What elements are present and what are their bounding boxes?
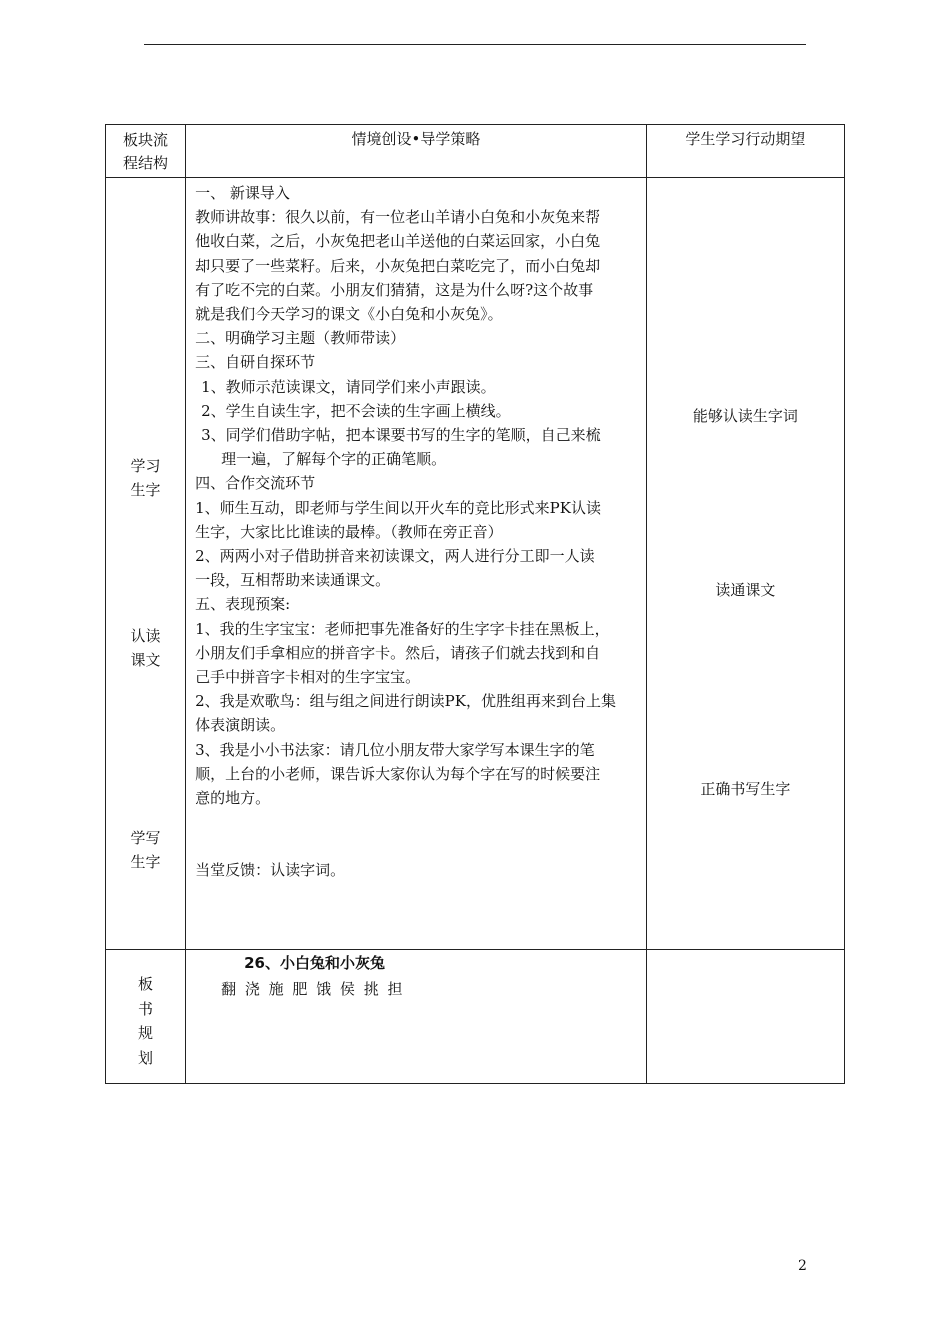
section-label-write-characters <box>106 826 185 874</box>
strategy-line: 1、教师示范读课文，请同学们来小声跟读。 <box>201 377 496 396</box>
expectations-cell <box>646 178 844 950</box>
strategy-line: 1、我的生字宝宝：老师把事先准备好的生字字卡挂在黑板上， <box>195 619 610 638</box>
section-label-learn-characters <box>106 454 185 502</box>
strategy-line: 体表演朗读。 <box>195 716 286 735</box>
board-label-char: 划 <box>138 1048 154 1067</box>
strategy-line: 三、自研自探环节 <box>195 353 316 372</box>
lesson-plan-table <box>105 124 845 1084</box>
strategy-line: 2、我是欢歌鸟：组与组之间进行朗读PK，优胜组再来到台上集 <box>195 692 616 711</box>
header-strategy: 情境创设•导学策略 <box>186 125 647 178</box>
header-rule <box>144 44 806 45</box>
strategy-line: 生字，大家比比谁读的最棒。（教师在旁正音） <box>195 522 503 541</box>
header-structure <box>106 125 186 178</box>
strategy-line: 五、表现预案: <box>195 595 291 614</box>
board-plan-row <box>106 950 845 1084</box>
strategy-line: 教师讲故事：很久以前，有一位老山羊请小白兔和小灰兔来帮 <box>195 208 601 227</box>
strategy-line: 他收白菜，之后，小灰兔把老山羊送他的白菜运回家，小白兔 <box>195 232 601 251</box>
expectation-read-text: 读通课文 <box>715 581 776 599</box>
feedback-line: 当堂反馈：认读字词。 <box>195 861 346 880</box>
spacer <box>195 810 640 858</box>
strategy-line: 小朋友们手拿相应的拼音字卡。然后，请孩子们就去找到和自 <box>195 643 601 662</box>
strategy-line: 却只要了一些菜籽。后来，小灰兔把白菜吃完了，而小白兔却 <box>195 256 601 275</box>
strategy-line: 2、两两小对子借助拼音来初读课文，两人进行分工即一人读 <box>195 547 595 566</box>
strategy-line: 2、学生自读生字，把不会读的生字画上横线。 <box>201 401 511 420</box>
strategy-line: 顺，上台的小老师，课告诉大家你认为每个字在写的时候要注 <box>195 764 601 783</box>
strategy-line: 意的地方。 <box>195 789 271 808</box>
strategy-line: 1、师生互动，即老师与学生间以开火车的竞比形式来PK认读 <box>195 498 601 517</box>
strategy-line: 四、合作交流环节 <box>195 474 316 493</box>
strategy-line: 一、 新课导入 <box>195 184 290 202</box>
section-label-line: 生字 <box>130 853 161 871</box>
header-structure-line1: 板块流 <box>123 131 169 149</box>
header-expectation: 学生学习行动期望 <box>646 125 844 178</box>
strategy-line: 二、明确学习主题（教师带读） <box>195 329 406 348</box>
section-label-line: 学习 <box>130 457 161 475</box>
section-label-line: 学写 <box>130 829 161 847</box>
strategy-line: 己手中拼音字卡相对的生字宝宝。 <box>195 668 421 687</box>
strategy-line: 一段，互相帮助来读通课文。 <box>195 571 391 590</box>
table-body-row <box>106 178 845 950</box>
strategy-line: 3、同学们借助字帖，把本课要书写的生字的笔顺，自己来梳 <box>201 426 601 445</box>
expectation-write-characters: 正确书写生字 <box>700 780 791 798</box>
strategy-line: 3、我是小小书法家：请几位小朋友带大家学写本课生字的笔 <box>195 740 595 759</box>
board-content-cell <box>186 950 647 1084</box>
board-empty-cell <box>646 950 844 1084</box>
strategy-line: 有了吃不完的白菜。小朋友们猜猜，这是为什么呀?这个故事 <box>195 280 594 299</box>
page-number: 2 <box>798 1258 807 1274</box>
section-label-line: 生字 <box>130 481 161 499</box>
board-characters: 翻 浇 施 肥 饿 侯 挑 担 <box>221 980 405 998</box>
section-label-line: 课文 <box>130 651 161 669</box>
header-structure-line2: 程结构 <box>123 154 169 172</box>
expectation-learn-characters: 能够认读生字词 <box>692 407 798 425</box>
section-label-read-text <box>106 624 185 672</box>
strategy-line: 理一遍，了解每个字的正确笔顺。 <box>221 450 447 469</box>
section-label-line: 认读 <box>130 627 161 645</box>
strategy-line: 就是我们今天学习的课文《小白兔和小灰兔》。 <box>195 305 503 324</box>
strategy-cell <box>186 178 647 950</box>
board-label <box>106 972 185 1070</box>
board-label-cell <box>106 950 186 1084</box>
section-labels-cell <box>106 178 186 950</box>
table-header-row <box>106 125 845 178</box>
board-label-char: 板 <box>138 975 154 993</box>
board-label-char: 书 <box>138 999 154 1018</box>
board-title: 26、小白兔和小灰兔 <box>244 954 385 972</box>
strategy-content <box>186 178 646 882</box>
board-label-char: 规 <box>138 1024 154 1042</box>
